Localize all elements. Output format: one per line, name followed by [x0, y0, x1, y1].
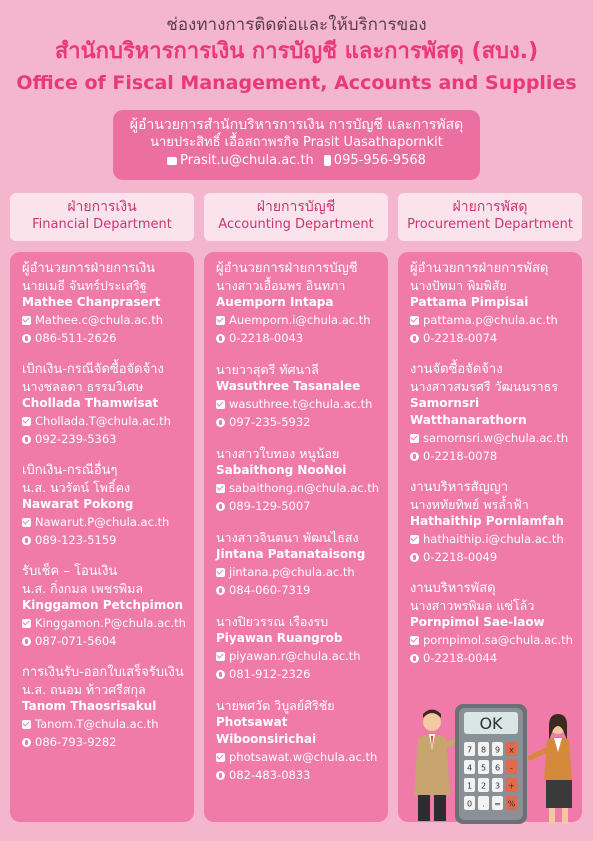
entry-email-row	[22, 715, 188, 733]
entry-name-th: นางสาวจินตนา พัฒนไธสง	[216, 530, 359, 545]
entry-name-en: Nawarat Pokong	[22, 497, 134, 511]
contact-entry	[410, 479, 576, 566]
entry-email-row	[410, 429, 576, 447]
director-phone[interactable]: 095-956-9568	[333, 153, 426, 168]
entry-phone[interactable]: 086-511-2626	[35, 331, 117, 345]
email-icon	[22, 720, 31, 729]
calculator-key-label: 5	[480, 763, 487, 773]
entry-name-en: Pornpimol Sae-laow	[410, 615, 545, 629]
entry-email[interactable]: Mathee.c@chula.ac.th	[35, 313, 164, 327]
entry-name-en: Pattama Pimpisai	[410, 295, 529, 309]
entry-role: เบิกเงิน-กรณีอื่นๆ	[22, 463, 118, 478]
entry-phone[interactable]: 087-071-5604	[35, 634, 117, 648]
entry-name-en: Auemporn Intapa	[216, 295, 334, 309]
businesswoman-figure	[530, 714, 572, 824]
entry-phone-row	[22, 733, 188, 751]
calculator-key-label: 9	[494, 745, 501, 755]
phone-icon	[216, 418, 225, 427]
entry-name-th: นางสาวพรพิมล แซ่โล้ว	[410, 598, 535, 613]
phone-icon	[22, 637, 31, 646]
entry-phone-row	[216, 329, 382, 347]
contact-entry	[410, 361, 576, 465]
entry-name-en: Chollada Thamwisat	[22, 396, 159, 410]
businessman-figure	[414, 710, 458, 822]
entry-name-en: Piyawan Ruangrob	[216, 631, 343, 645]
calculator-key-label: 1	[466, 781, 473, 791]
calculator-key-label: =	[494, 799, 501, 809]
entry-phone[interactable]: 0-2218-0043	[229, 331, 304, 345]
entry-phone[interactable]: 0-2218-0074	[423, 331, 498, 345]
entry-phone-row	[410, 447, 576, 465]
entry-name-en: Wasuthree Tasanalee	[216, 379, 361, 393]
entry-phone[interactable]: 0-2218-0049	[423, 550, 498, 564]
entry-email[interactable]: photsawat.w@chula.ac.th	[229, 750, 378, 764]
dept-header-financial	[10, 193, 194, 241]
calculator-key-label: 8	[480, 745, 487, 755]
contact-entry	[22, 260, 188, 347]
email-icon	[22, 417, 31, 426]
entry-name-en: Kinggamon Petchpimon	[22, 598, 184, 612]
entry-phone[interactable]: 084-060-7319	[229, 583, 311, 597]
calculator-key-label: 3	[494, 781, 501, 791]
contact-entry	[22, 462, 188, 549]
entry-role: เบิกเงิน-กรณีจัดซื้อจัดจ้าง	[22, 362, 164, 377]
phone-icon	[410, 452, 419, 461]
header	[0, 14, 593, 96]
email-icon	[410, 636, 419, 645]
contact-entry	[410, 260, 576, 347]
entry-phone[interactable]: 097-235-5932	[229, 415, 311, 429]
phone-icon	[22, 435, 31, 444]
contact-entry	[216, 445, 382, 515]
phone-icon	[410, 654, 419, 663]
entry-email-row	[216, 748, 382, 766]
entry-email[interactable]: Chollada.T@chula.ac.th	[35, 414, 171, 428]
email-icon	[22, 619, 31, 628]
phone-icon	[216, 771, 225, 780]
email-icon	[22, 518, 31, 527]
email-icon	[216, 484, 225, 493]
entry-name-en: Jintana Patanataisong	[216, 547, 366, 561]
header-english-title: Office of Fiscal Management, Accounts and Supplies	[16, 72, 577, 94]
entry-email[interactable]: Auemporn.i@chula.ac.th	[229, 313, 371, 327]
email-icon	[410, 316, 419, 325]
entry-name-en: Tanom Thaosrisakul	[22, 699, 157, 713]
email-icon	[410, 535, 419, 544]
entry-phone[interactable]: 092-239-5363	[35, 432, 117, 446]
entry-email-row	[22, 311, 188, 329]
contact-entry	[216, 697, 382, 784]
director-name: นายประสิทธิ์ เอื้อสถาพรกิจ Prasit Uasathapornkit	[150, 135, 443, 150]
calculator-key-label: 4	[466, 763, 473, 773]
email-icon	[410, 434, 419, 443]
dept-name-en: Procurement Department	[407, 217, 573, 232]
entry-name-th: นางสาวใบทอง หนูน้อย	[216, 446, 340, 461]
dept-header-procurement	[398, 193, 582, 241]
entry-email-row	[216, 479, 382, 497]
contact-entry	[22, 664, 188, 751]
entry-phone-row	[410, 329, 576, 347]
entry-name-th: นางปิยวรรณ เรืองรบ	[216, 614, 329, 629]
entry-email[interactable]: samornsri.w@chula.ac.th	[423, 431, 569, 445]
email-icon	[167, 157, 177, 165]
entry-name-en: Sabaithong NooNoi	[216, 463, 347, 477]
entry-phone-row	[410, 548, 576, 566]
dept-name-th: ฝ่ายการพัสดุ	[452, 199, 528, 215]
entry-phone-row	[216, 665, 382, 683]
dept-header-accounting	[204, 193, 388, 241]
calculator-key-label: 0	[466, 799, 473, 809]
entry-phone-row	[22, 329, 188, 347]
calculator-display: OK	[479, 714, 503, 733]
entry-name-th: นายวาสุตรี ทัศนาลี	[216, 362, 319, 377]
entry-email[interactable]: Tanom.T@chula.ac.th	[35, 717, 159, 731]
phone-icon	[410, 334, 419, 343]
entry-role: งานจัดซื้อจัดจ้าง	[410, 362, 503, 377]
column-accounting	[204, 252, 388, 822]
entry-email-row	[22, 513, 188, 531]
calculator-illustration	[410, 700, 590, 830]
entry-email-row	[410, 311, 576, 329]
entry-phone-row	[22, 430, 188, 448]
entry-email[interactable]: jintana.p@chula.ac.th	[229, 565, 355, 579]
entry-phone-row	[216, 497, 382, 515]
calculator-key-label: 6	[494, 763, 501, 773]
entry-email-row	[22, 614, 188, 632]
entry-email-row	[216, 395, 382, 413]
calculator-key-label: %	[507, 799, 516, 809]
phone-icon	[410, 553, 419, 562]
entry-name-th: นายเมธี จันทร์ประเสริฐ	[22, 278, 147, 293]
phone-icon	[22, 536, 31, 545]
phone-icon	[22, 334, 31, 343]
entry-name-th: น.ส. นวรัตน์ โพธิ์คง	[22, 480, 131, 495]
contact-entry	[216, 613, 382, 683]
entry-name-th: นางสาวเอื้อมพร อินทภา	[216, 278, 346, 293]
header-thai-line: ช่องทางการติดต่อและให้บริการของ	[166, 15, 427, 35]
entry-name-th: น.ส. กิ่งกมล เพชรพิมล	[22, 581, 144, 596]
entry-phone-row	[216, 413, 382, 431]
entry-email[interactable]: pattama.p@chula.ac.th	[423, 313, 558, 327]
calculator	[455, 704, 527, 824]
entry-name-th: นายพศวัต วิบูลย์ศิริชัย	[216, 698, 335, 713]
entry-email[interactable]: Nawarut.P@chula.ac.th	[35, 515, 170, 529]
entry-phone-row	[216, 581, 382, 599]
entry-phone[interactable]: 086-793-9282	[35, 735, 117, 749]
phone-icon	[216, 502, 225, 511]
entry-role: ผู้อำนวยการฝ่ายการบัญชี	[216, 261, 358, 276]
phone-icon	[216, 586, 225, 595]
contact-entry	[22, 563, 188, 650]
director-contact	[113, 152, 480, 170]
entry-phone[interactable]: 081-912-2326	[229, 667, 311, 681]
entry-phone[interactable]: 0-2218-0078	[423, 449, 498, 463]
entry-name-th: นางหทัยทิพย์ พรล้ำฟ้า	[410, 497, 529, 512]
entry-name-en: Hathaithip Pornlamfah	[410, 514, 564, 528]
entry-name-en: Photsawat Wiboonsirichai	[216, 715, 317, 746]
calculator-key-label: 2	[480, 781, 487, 791]
entry-phone-row	[22, 632, 188, 650]
entry-name-en: Mathee Chanprasert	[22, 295, 161, 309]
contact-entry	[216, 529, 382, 599]
entry-email[interactable]: hathaithip.i@chula.ac.th	[423, 532, 564, 546]
entry-name-th: นางปัทมา พิมพิสัย	[410, 278, 507, 293]
phone-icon	[216, 334, 225, 343]
entry-role: การเงินรับ-ออกใบเสร็จรับเงิน	[22, 665, 184, 680]
phone-icon	[216, 670, 225, 679]
phone-icon	[324, 155, 331, 166]
calculator-key-label: 7	[466, 745, 473, 755]
entry-phone-row	[22, 531, 188, 549]
email-icon	[216, 316, 225, 325]
contact-entry	[410, 580, 576, 667]
entry-email-row	[410, 530, 576, 548]
phone-icon	[22, 738, 31, 747]
director-box	[113, 110, 480, 180]
entry-role: รับเช็ค – โอนเงิน	[22, 564, 118, 579]
entry-name-th: น.ส. ถนอม ท้าวศรีสกุล	[22, 682, 146, 697]
director-email[interactable]: Prasit.u@chula.ac.th	[180, 153, 314, 168]
email-icon	[216, 753, 225, 762]
email-icon	[216, 568, 225, 577]
entry-name-th: นางชลลดา ธรรมวิเศษ	[22, 379, 144, 394]
calculator-key-label: +	[508, 781, 515, 791]
entry-phone-row	[216, 766, 382, 784]
calculator-key-label: .	[482, 799, 485, 809]
entry-email-row	[410, 631, 576, 649]
email-icon	[22, 316, 31, 325]
dept-name-th: ฝ่ายการเงิน	[67, 199, 137, 215]
email-icon	[216, 652, 225, 661]
entry-email[interactable]: sabaithong.n@chula.ac.th	[229, 481, 380, 495]
email-icon	[216, 400, 225, 409]
entry-email-row	[22, 412, 188, 430]
entry-role: งานบริหารสัญญา	[410, 480, 509, 495]
entry-email-row	[216, 563, 382, 581]
entry-email[interactable]: Kinggamon.P@chula.ac.th	[35, 616, 186, 630]
contact-entry	[216, 260, 382, 347]
entry-email[interactable]: pornpimol.sa@chula.ac.th	[423, 633, 573, 647]
calculator-key-label: -	[510, 763, 513, 773]
entry-phone[interactable]: 0-2218-0044	[423, 651, 498, 665]
header-thai-title: สำนักบริหารการเงิน การบัญชี และการพัสดุ (สบง.)	[54, 39, 539, 64]
entry-role: งานบริหารพัสดุ	[410, 581, 496, 596]
entry-phone-row	[410, 649, 576, 667]
entry-name-th: นางสาวสมรศรี วัฒนนราธร	[410, 379, 559, 394]
dept-name-en: Accounting Department	[218, 217, 374, 232]
entry-email[interactable]: piyawan.r@chula.ac.th	[229, 649, 361, 663]
director-role: ผู้อำนวยการสำนักบริหารการเงิน การบัญชี และการพัสดุ	[129, 117, 464, 133]
entry-email[interactable]: wasuthree.t@chula.ac.th	[229, 397, 373, 411]
entry-name-en: Samornsri Watthanarathorn	[410, 396, 527, 427]
entry-email-row	[216, 311, 382, 329]
contact-entry	[216, 361, 382, 431]
entry-role: ผู้อำนวยการฝ่ายการพัสดุ	[410, 261, 549, 276]
entry-phone[interactable]: 082-483-0833	[229, 768, 311, 782]
column-financial	[10, 252, 194, 822]
dept-name-en: Financial Department	[32, 217, 172, 232]
calculator-key-label: x	[509, 745, 514, 755]
entry-phone[interactable]: 089-123-5159	[35, 533, 117, 547]
dept-name-th: ฝ่ายการบัญชี	[256, 199, 336, 215]
entry-email-row	[216, 647, 382, 665]
entry-phone[interactable]: 089-129-5007	[229, 499, 311, 513]
entry-role: ผู้อำนวยการฝ่ายการเงิน	[22, 261, 156, 276]
contact-entry	[22, 361, 188, 448]
